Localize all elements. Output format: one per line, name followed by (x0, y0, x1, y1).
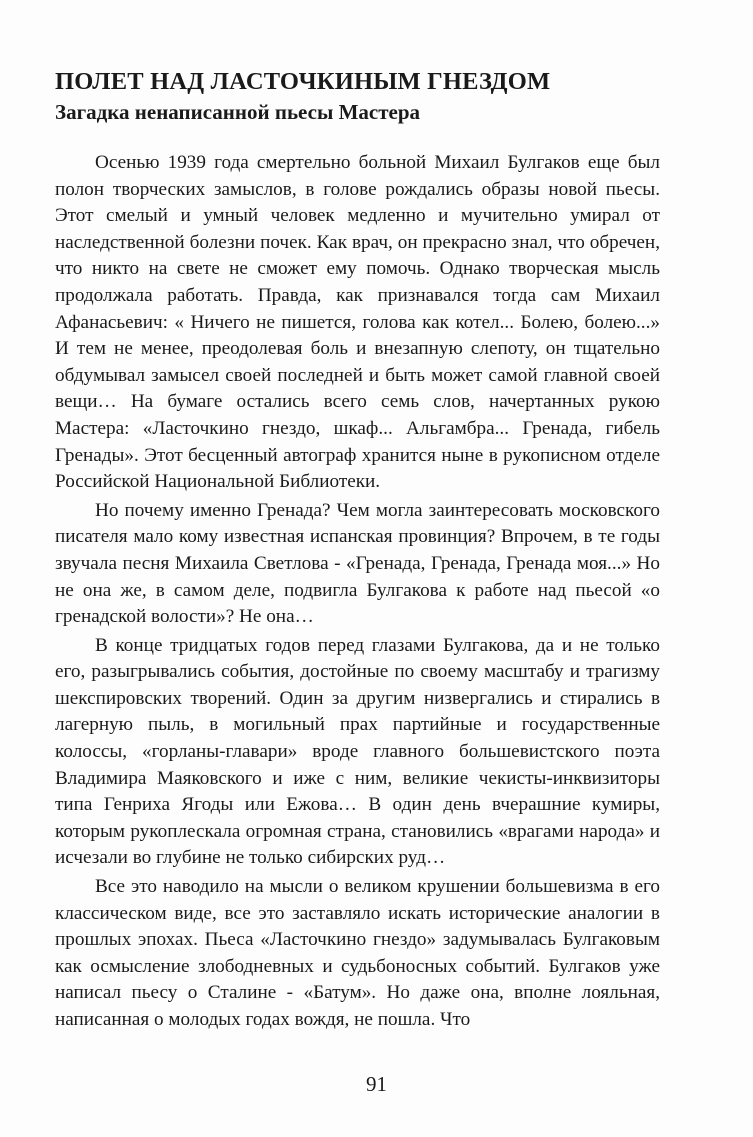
paragraph: Все это наводило на мысли о великом крушении большевизма в его классическом виде, все это заставляло искать исторические аналогии в прошлых эпохах. Пьеса «Ласточкино гнездо» задумывалась Булгаковым как осмысление злободневных и судьбоносных событий. Булгаков уже написал пьесу о Сталине - «Батум». Но даже она, вполне лояльная, написанная о молодых годах вождя, не пошла. Что (55, 876, 660, 1030)
paragraph: В конце тридцатых годов перед глазами Булгакова, да и не только его, разыгрывались события, достойные по своему масштабу и трагизму шекспировских творений. Один за другим низвергались и стирались в лагерную пыль, в могильный прах партийные и государственные колоссы, «горланы-главари» вроде главного большевистского поэта Владимира Маяковского и иже с ним, великие чекисты-инквизиторы типа Генриха Ягоды или Ежова… В один день вчерашние кумиры, которым рукоплескала огромная страна, становились «врагами народа» и исчезали во глубине не только сибирских руд… (55, 634, 660, 869)
page-number: 91 (366, 1072, 387, 1096)
body-text (55, 150, 660, 1034)
chapter-subtitle: Загадка ненаписанной пьесы Мастера (55, 100, 421, 124)
paragraph: Но почему именно Гренада? Чем могла заинтересовать московского писателя мало кому известная испанская провинция? Впрочем, в те годы звучала песня Михаила Светлова - «Гренада, Гренада, Гренада моя...» Но не она же, в самом деле, подвигла Булгакова к работе над пьесой «о гренадской волости»? Не она… (55, 499, 660, 628)
chapter-title: ПОЛЕТ НАД ЛАСТОЧКИНЫМ ГНЕЗДОМ (55, 68, 551, 95)
paragraph: Осенью 1939 года смертельно больной Михаил Булгаков еще был полон творческих замыслов, в голове рождались образы новой пьесы. Этот смелый и умный человек медленно и мучительно умирал от наследственной болезни почек. Как врач, он прекрасно знал, что обречен, что никто на свете не сможет ему помочь. Однако творческая мысль продолжала работать. Правда, как признавался тогда сам Михаил Афанасьевич: « Ничего не пишется, голова как котел... Болею, болею...» И тем не менее, преодолевая боль и внезапную слепоту, он тщательно обдумывал замысел своей последней и быть может самой главной своей вещи… На бумаге остались всего семь слов, начертанных рукою Мастера: «Ласточкино гнездо, шкаф... Альгамбра... Гренада, гибель Гренады». Этот бесценный автограф хранится ныне в рукописном отделе Российской Национальной Библиотеки. (55, 152, 660, 493)
